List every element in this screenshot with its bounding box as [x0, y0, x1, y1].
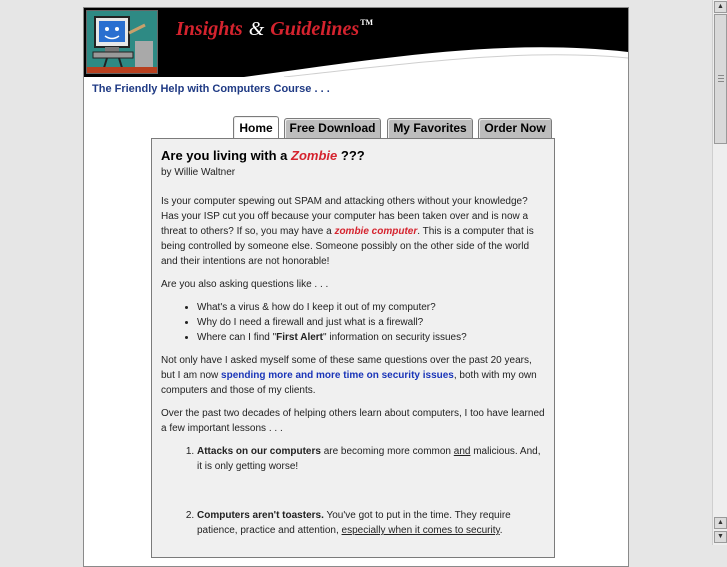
scrollbar-thumb[interactable] — [714, 14, 727, 144]
lesson1-text-a: are becoming more common — [320, 446, 454, 457]
lesson2-text-a: You've got to put in the time. They require patience, practice and attention, — [197, 510, 511, 536]
heading-zombie-word: Zombie — [291, 148, 338, 163]
trademark-mark: TM — [360, 18, 374, 27]
tab-my-favorites[interactable]: My Favorites — [387, 118, 473, 138]
lesson2-text-b: . — [499, 525, 503, 536]
list-item — [197, 444, 545, 474]
lessons-list — [161, 444, 545, 538]
paragraph-security-time — [161, 353, 545, 398]
p3-text-b: , both with my own computers and those of my clients. — [161, 370, 537, 396]
article-content — [151, 138, 555, 558]
title-word-insights: Insights — [176, 18, 243, 40]
title-word-guidelines: Guidelines — [270, 18, 360, 40]
site-tagline: The Friendly Help with Computers Course . . . — [92, 83, 330, 95]
list-item: • Why do I need a firewall and just what is a firewall? — [197, 315, 545, 330]
site-title — [176, 18, 373, 41]
site-header — [84, 8, 628, 77]
paragraph-questions-lead: Are you also asking questions like . . . — [161, 279, 329, 290]
article-heading — [161, 148, 545, 164]
lesson2-bold: Computers aren't toasters. — [197, 510, 324, 521]
article-byline: by Willie Waltner — [161, 167, 236, 178]
vertical-scrollbar[interactable] — [712, 0, 727, 545]
arrow-up-icon[interactable]: ▲ — [714, 517, 727, 529]
mascot-icon — [87, 11, 157, 73]
zombie-computer-emphasis: zombie computer — [334, 226, 418, 237]
arrow-up-icon[interactable]: ▲ — [714, 1, 727, 13]
p3-text-a: Not only have I asked myself some of these same questions over the past 20 years, but I am now — [161, 355, 532, 381]
tab-home[interactable]: Home — [233, 116, 279, 139]
arrow-down-icon[interactable]: ▼ — [714, 531, 727, 543]
heading-text-start: Are you living with a — [161, 148, 292, 163]
list-item: • What's a virus & how do I keep it out of my computer? — [197, 300, 545, 315]
security-issues-link[interactable]: spending more and more time on security issues — [221, 370, 454, 381]
q3-text-c: " information on security issues? — [323, 332, 467, 343]
questions-list — [161, 300, 545, 345]
first-alert-bold: First Alert — [276, 332, 324, 343]
q3-text-a: Where can I find " — [197, 332, 277, 343]
paragraph-lessons-lead: Over the past two decades of helping others learn about computers, I too have learned a few important lessons . . . — [161, 408, 545, 434]
paragraph-intro — [161, 194, 545, 269]
intro-text-a: Is your computer spewing out SPAM and attacking others without your knowledge? Has your ISP cut you off because your computer has been taken over and is now a threat to others? If so, you may have a — [161, 196, 529, 237]
lesson1-text-b: malicious. And, it is only getting worse! — [197, 446, 541, 472]
lesson1-bold: Attacks on our computers — [197, 446, 321, 457]
tab-free-download[interactable]: Free Download — [284, 118, 381, 138]
intro-text-b: . This is a computer that is being controlled by someone else. Someone possibly on the other side of the world and their intentions are not honorable! — [161, 226, 534, 267]
list-item — [197, 330, 545, 345]
computer-mascot-logo[interactable] — [86, 10, 158, 74]
heading-text-end: ??? — [337, 148, 365, 163]
list-item — [197, 508, 545, 538]
lesson2-underline: especially when it comes to security — [341, 525, 500, 536]
title-ampersand: & — [248, 18, 265, 40]
lesson1-underline: and — [453, 446, 471, 457]
tab-order-now[interactable]: Order Now — [478, 118, 552, 138]
